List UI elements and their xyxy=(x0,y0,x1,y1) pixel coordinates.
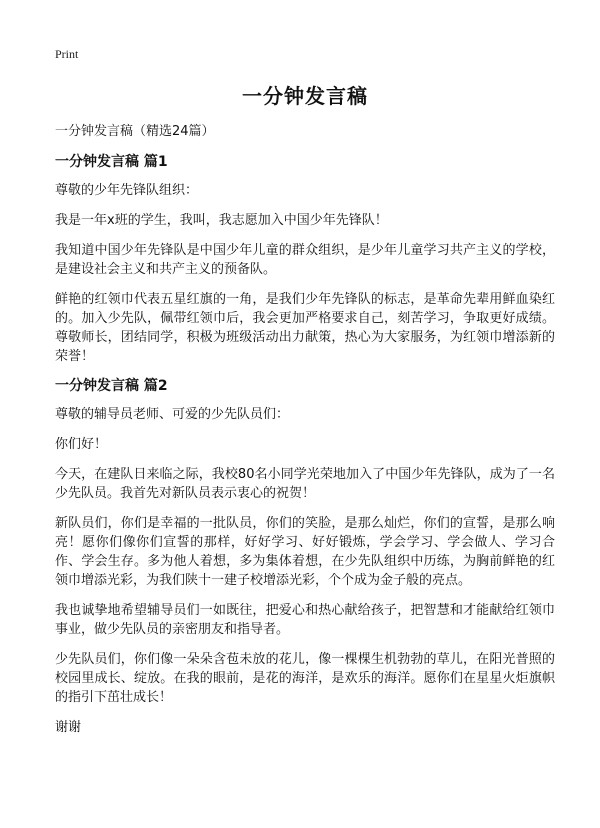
paragraph: 尊敬的辅导员老师、可爱的少先队员们： xyxy=(55,407,290,422)
section-2 xyxy=(55,377,555,737)
section-heading: 一分钟发言稿 篇2 xyxy=(55,378,168,394)
paragraph: 你们好！ xyxy=(55,437,108,452)
paragraph: 我知道中国少年先锋队是中国少年儿童的群众组织，是少年儿童学习共产主义的学校，是建设社会主义和共产主义的预备队。 xyxy=(55,243,555,277)
page-title: 一分钟发言稿 xyxy=(242,84,368,108)
section-heading: 一分钟发言稿 篇1 xyxy=(55,154,168,170)
paragraph: 我是一年x班的学生，我叫，我志愿加入中国少年先锋队！ xyxy=(55,213,388,228)
print-link[interactable]: Print xyxy=(55,47,79,61)
paragraph: 我也诚挚地希望辅导员们一如既往，把爱心和热心献给孩子，把智慧和才能献给红领巾事业，做少先队员的亲密朋友和指导者。 xyxy=(55,603,555,637)
paragraph: 少先队员们，你们像一朵朵含苞未放的花儿，像一棵棵生机勃勃的草儿，在阳光普照的校园里成长、绽放。在我的眼前，是花的海洋，是欢乐的海洋。愿你们在星星火炬旗帜的指引下茁壮成长！ xyxy=(55,652,555,705)
paragraph: 鲜艳的红领巾代表五星红旗的一角，是我们少年先锋队的标志，是革命先辈用鲜血染红的。加入少先队，佩带红领巾后，我会更加严格要求自己，刻苦学习，争取更好成绩。尊敬师长，团结同学，积极为班级活动出力献策，热心为大家服务，为红领巾增添新的荣誉！ xyxy=(55,292,555,364)
document-subtitle: 一分钟发言稿（精选24篇） xyxy=(55,124,215,139)
paragraph: 谢谢 xyxy=(55,720,82,735)
paragraph: 今天，在建队日来临之际，我校80名小同学光荣地加入了中国少年先锋队，成为了一名少先队员。我首先对新队员表示衷心的祝贺！ xyxy=(55,467,555,501)
paragraph: 尊敬的少年先锋队组织： xyxy=(55,183,199,198)
section-1 xyxy=(55,153,555,366)
paragraph: 新队员们，你们是幸福的一批队员，你们的笑脸，是那么灿烂，你们的宣誓，是那么响亮！愿你们像你们宣誓的那样，好好学习、好好锻炼，学会学习、学会做人、学习合作、学会生存。多为他人着想，多为集体着想，在少先队组织中历练，为胸前鲜艳的红领巾增添光彩，为我们陕十一建子校增添光彩，个个成为金子般的亮点。 xyxy=(55,516,555,588)
document-body xyxy=(55,80,555,748)
